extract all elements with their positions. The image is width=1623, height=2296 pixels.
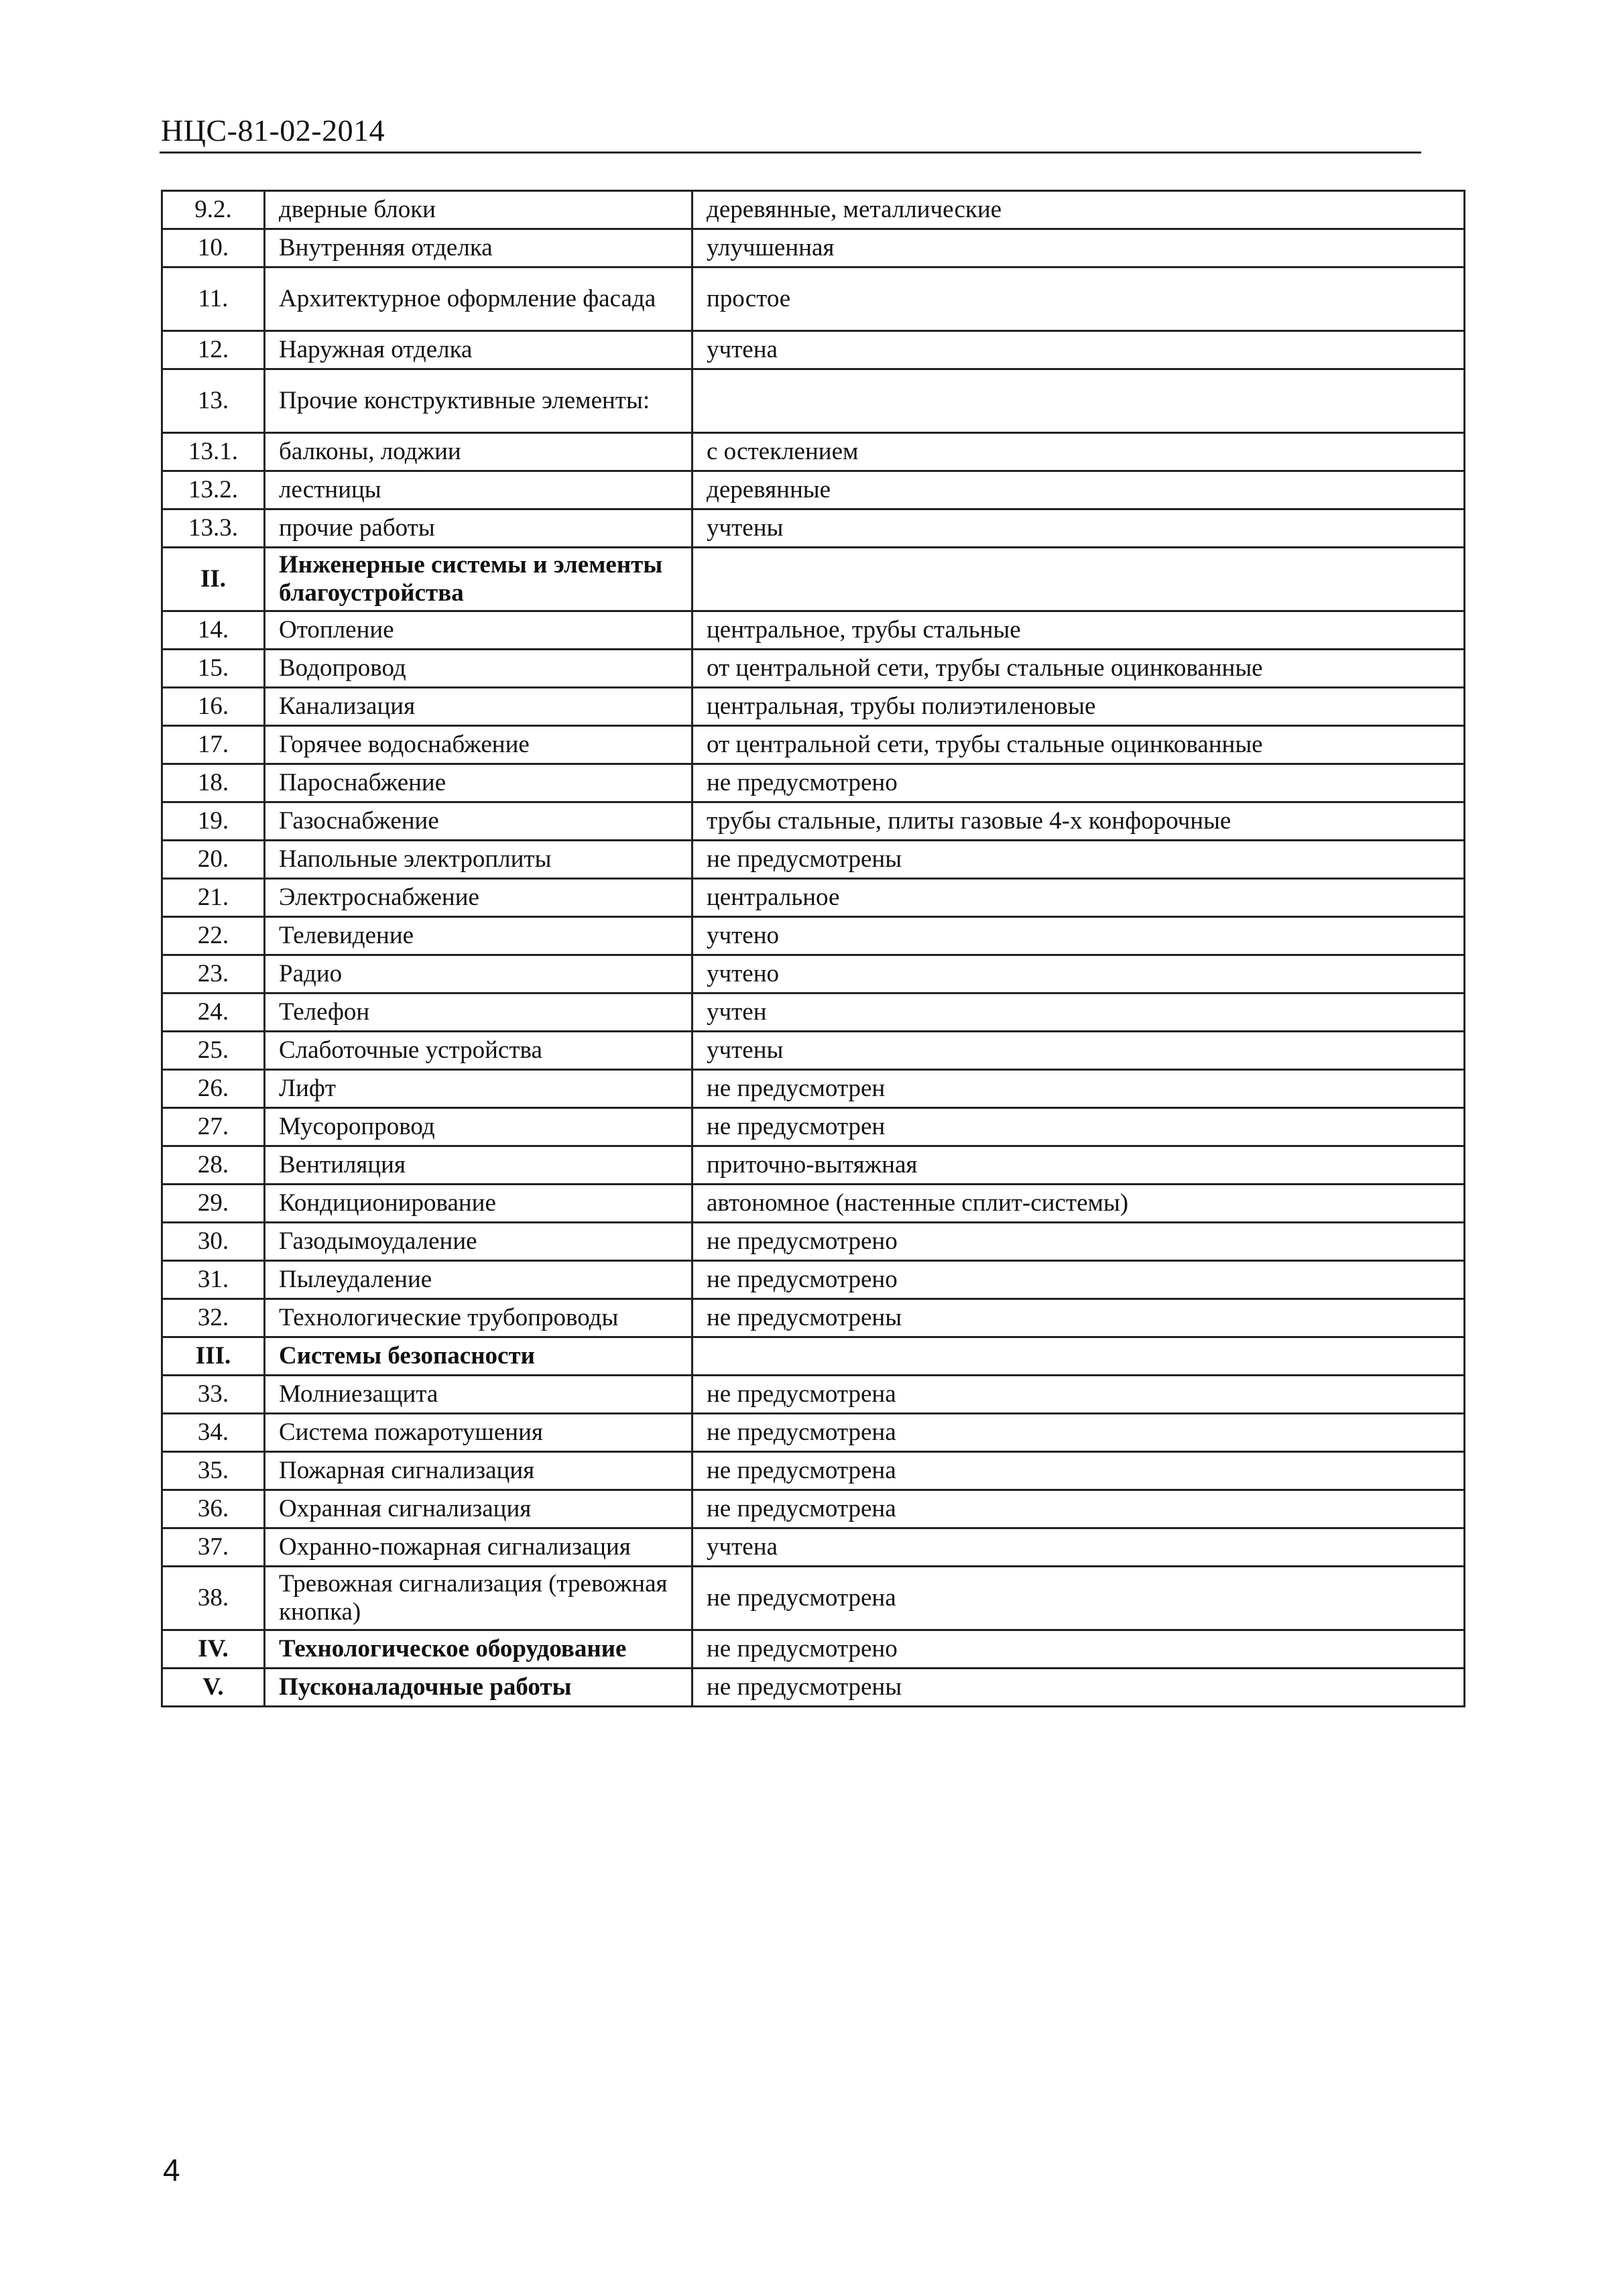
element-name-cell: Вентиляция [265, 1146, 693, 1185]
table-row [162, 1070, 1465, 1108]
element-name-cell: Пожарная сигнализация [265, 1452, 693, 1490]
element-value-cell: учтена [693, 331, 1465, 369]
element-value-cell: не предусмотрен [693, 1070, 1465, 1108]
row-number-cell: 26. [162, 1070, 265, 1108]
table-row [162, 191, 1465, 229]
element-name-cell: Система пожаротушения [265, 1414, 693, 1452]
document-code: НЦС-81-02-2014 [161, 113, 385, 147]
element-name-cell: Пусконаладочные работы [265, 1669, 693, 1707]
row-number-cell: 17. [162, 726, 265, 764]
row-number-cell: 32. [162, 1299, 265, 1337]
element-name-cell: Газодымоудаление [265, 1223, 693, 1261]
element-value-cell: не предусмотрены [693, 841, 1465, 879]
row-number-cell: 25. [162, 1032, 265, 1070]
element-value-cell: не предусмотрено [693, 1630, 1465, 1669]
element-name-cell: балконы, лоджии [265, 433, 693, 471]
row-number-cell: 33. [162, 1376, 265, 1414]
element-value-cell: деревянные [693, 471, 1465, 509]
table-row [162, 509, 1465, 548]
table-row [162, 764, 1465, 802]
row-number-cell: 18. [162, 764, 265, 802]
element-name-cell: Внутренняя отделка [265, 229, 693, 267]
row-number-cell: IV. [162, 1630, 265, 1669]
element-value-cell: учтено [693, 955, 1465, 993]
element-value-cell [693, 548, 1465, 611]
row-number-cell: 29. [162, 1185, 265, 1223]
table-row [162, 433, 1465, 471]
element-name-cell: Системы безопасности [265, 1337, 693, 1376]
element-value-cell: не предусмотрена [693, 1376, 1465, 1414]
element-name-cell: Кондиционирование [265, 1185, 693, 1223]
element-name-cell: Архитектурное оформление фасада [265, 267, 693, 331]
row-number-cell: 36. [162, 1490, 265, 1528]
element-name-cell: Лифт [265, 1070, 693, 1108]
element-value-cell: учтен [693, 993, 1465, 1032]
element-name-cell: Отопление [265, 611, 693, 650]
element-value-cell: улучшенная [693, 229, 1465, 267]
element-name-cell: Тревожная сигнализация (тревожная кнопка) [265, 1567, 693, 1630]
element-value-cell: учтено [693, 917, 1465, 955]
table-row [162, 1032, 1465, 1070]
row-number-cell: 34. [162, 1414, 265, 1452]
row-number-cell: 15. [162, 650, 265, 688]
row-number-cell: 37. [162, 1528, 265, 1567]
row-number-cell: 22. [162, 917, 265, 955]
row-number-cell: 31. [162, 1261, 265, 1299]
element-value-cell: трубы стальные, плиты газовые 4-х конфорочные [693, 802, 1465, 841]
table-row [162, 1669, 1465, 1707]
table-row [162, 331, 1465, 369]
element-name-cell: Инженерные системы и элементы благоустройства [265, 548, 693, 611]
table-row [162, 1452, 1465, 1490]
specification-table [161, 190, 1465, 1707]
table-row [162, 369, 1465, 433]
table-row [162, 917, 1465, 955]
table-row [162, 1223, 1465, 1261]
row-number-cell: 27. [162, 1108, 265, 1146]
table-row [162, 1528, 1465, 1567]
row-number-cell: 20. [162, 841, 265, 879]
table-row [162, 1261, 1465, 1299]
table-row [162, 548, 1465, 611]
row-number-cell: 19. [162, 802, 265, 841]
element-name-cell: Охранная сигнализация [265, 1490, 693, 1528]
row-number-cell: V. [162, 1669, 265, 1707]
element-name-cell: Пароснабжение [265, 764, 693, 802]
table-row [162, 1185, 1465, 1223]
row-number-cell: 16. [162, 688, 265, 726]
element-value-cell: не предусмотрена [693, 1414, 1465, 1452]
element-value-cell: не предусмотрен [693, 1108, 1465, 1146]
table-row [162, 1376, 1465, 1414]
table-row [162, 955, 1465, 993]
element-value-cell: не предусмотрено [693, 764, 1465, 802]
row-number-cell: 11. [162, 267, 265, 331]
table-row [162, 650, 1465, 688]
table-row [162, 841, 1465, 879]
element-name-cell: Мусоропровод [265, 1108, 693, 1146]
table-row [162, 229, 1465, 267]
element-value-cell: приточно-вытяжная [693, 1146, 1465, 1185]
element-name-cell: Электроснабжение [265, 879, 693, 917]
row-number-cell: 23. [162, 955, 265, 993]
element-name-cell: Горячее водоснабжение [265, 726, 693, 764]
element-name-cell: Канализация [265, 688, 693, 726]
specification-table-body [162, 191, 1465, 1707]
element-name-cell: Газоснабжение [265, 802, 693, 841]
row-number-cell: 12. [162, 331, 265, 369]
row-number-cell: 38. [162, 1567, 265, 1630]
row-number-cell: 13.3. [162, 509, 265, 548]
table-row [162, 1146, 1465, 1185]
row-number-cell: 13. [162, 369, 265, 433]
row-number-cell: 10. [162, 229, 265, 267]
table-row [162, 267, 1465, 331]
table-row [162, 879, 1465, 917]
element-name-cell: Технологическое оборудование [265, 1630, 693, 1669]
element-name-cell: Телефон [265, 993, 693, 1032]
row-number-cell: 35. [162, 1452, 265, 1490]
element-value-cell: центральное [693, 879, 1465, 917]
element-value-cell: не предусмотрено [693, 1261, 1465, 1299]
row-number-cell: 30. [162, 1223, 265, 1261]
element-value-cell: не предусмотрена [693, 1567, 1465, 1630]
element-value-cell: учтены [693, 509, 1465, 548]
element-name-cell: Напольные электроплиты [265, 841, 693, 879]
element-name-cell: Водопровод [265, 650, 693, 688]
table-row [162, 1630, 1465, 1669]
table-row [162, 688, 1465, 726]
element-value-cell: учтена [693, 1528, 1465, 1567]
row-number-cell: 13.2. [162, 471, 265, 509]
element-value-cell: не предусмотрено [693, 1223, 1465, 1261]
table-row [162, 1490, 1465, 1528]
element-name-cell: Пылеудаление [265, 1261, 693, 1299]
element-name-cell: Наружная отделка [265, 331, 693, 369]
element-name-cell: Телевидение [265, 917, 693, 955]
element-value-cell: не предусмотрены [693, 1669, 1465, 1707]
element-value-cell: не предусмотрена [693, 1490, 1465, 1528]
element-value-cell: автономное (настенные сплит-системы) [693, 1185, 1465, 1223]
page-number: 4 [163, 2153, 180, 2187]
row-number-cell: 14. [162, 611, 265, 650]
header-rule [160, 152, 1421, 154]
table-row [162, 471, 1465, 509]
element-name-cell: Охранно-пожарная сигнализация [265, 1528, 693, 1567]
table-row [162, 611, 1465, 650]
row-number-cell: II. [162, 548, 265, 611]
table-row [162, 802, 1465, 841]
table-row [162, 1299, 1465, 1337]
element-value-cell [693, 1337, 1465, 1376]
element-name-cell: дверные блоки [265, 191, 693, 229]
row-number-cell: III. [162, 1337, 265, 1376]
table-row [162, 1414, 1465, 1452]
element-name-cell: Молниезащита [265, 1376, 693, 1414]
table-row [162, 1567, 1465, 1630]
row-number-cell: 24. [162, 993, 265, 1032]
table-row [162, 1337, 1465, 1376]
row-number-cell: 21. [162, 879, 265, 917]
row-number-cell: 28. [162, 1146, 265, 1185]
element-name-cell: лестницы [265, 471, 693, 509]
element-value-cell: центральная, трубы полиэтиленовые [693, 688, 1465, 726]
element-value-cell: не предусмотрены [693, 1299, 1465, 1337]
element-name-cell: Прочие конструктивные элементы: [265, 369, 693, 433]
element-value-cell: простое [693, 267, 1465, 331]
element-value-cell: от центральной сети, трубы стальные оцинкованные [693, 650, 1465, 688]
element-value-cell: деревянные, металлические [693, 191, 1465, 229]
element-name-cell: Радио [265, 955, 693, 993]
table-row [162, 1108, 1465, 1146]
element-value-cell: не предусмотрена [693, 1452, 1465, 1490]
element-value-cell: от центральной сети, трубы стальные оцинкованные [693, 726, 1465, 764]
table-row [162, 726, 1465, 764]
element-value-cell: учтены [693, 1032, 1465, 1070]
element-value-cell: с остеклением [693, 433, 1465, 471]
element-name-cell: Слаботочные устройства [265, 1032, 693, 1070]
row-number-cell: 13.1. [162, 433, 265, 471]
table-row [162, 993, 1465, 1032]
element-value-cell: центральное, трубы стальные [693, 611, 1465, 650]
row-number-cell: 9.2. [162, 191, 265, 229]
element-value-cell [693, 369, 1465, 433]
element-name-cell: Технологические трубопроводы [265, 1299, 693, 1337]
element-name-cell: прочие работы [265, 509, 693, 548]
